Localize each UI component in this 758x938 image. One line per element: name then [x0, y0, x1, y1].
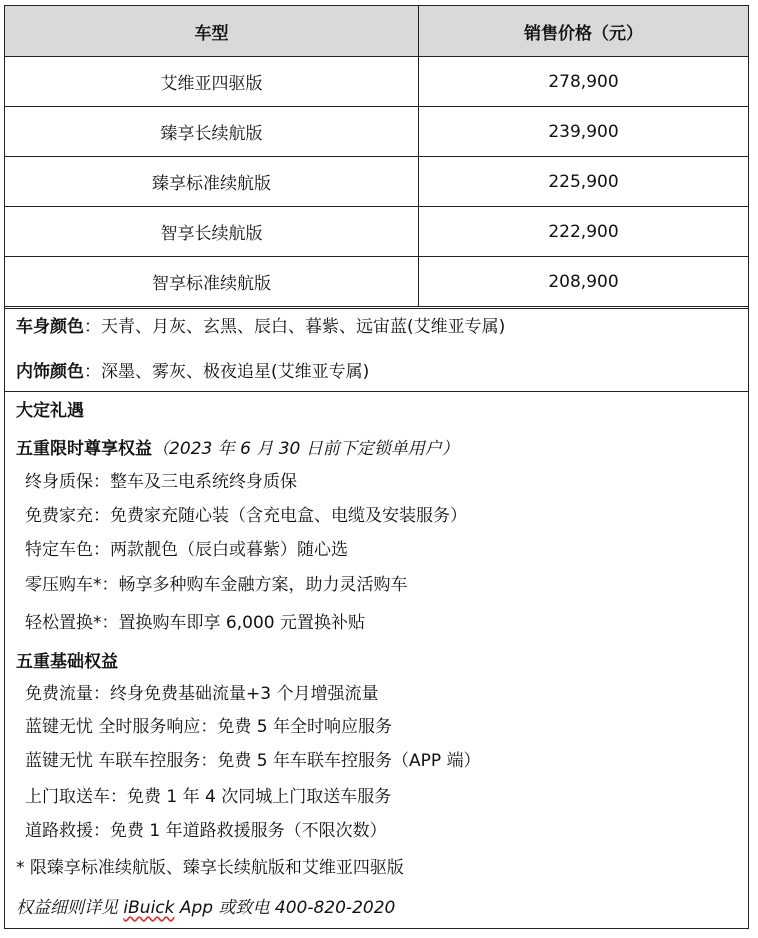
group1-item: 零压购车*：畅享多种购车金融方案，助力灵活购车: [25, 575, 408, 595]
footnote: * 限臻享标准续航版、臻享长续航版和艾维亚四驱版: [16, 858, 404, 878]
group1-title: 五重限时尊享权益: [16, 439, 152, 459]
group1-item: 终身质保：整车及三电系统终身质保: [25, 472, 297, 492]
group2-item: 免费流量：终身免费基础流量+3 个月增强流量: [25, 684, 379, 704]
group2-title: 五重基础权益: [16, 652, 118, 672]
contact-app-name: iBuick: [123, 898, 175, 918]
interior-color-line: [16, 361, 369, 383]
benefits-title: 大定礼遇: [16, 401, 84, 421]
contact-suffix: App 或致电 400-820-2020: [174, 898, 396, 918]
interior-color-label: 内饰颜色: [16, 362, 84, 382]
group1-item: 轻松置换*：置换购车即享 6,000 元置换补贴: [25, 613, 365, 633]
table-row: [5, 207, 749, 257]
price-cell: 225,900: [419, 157, 749, 207]
price-cell: 208,900: [419, 257, 749, 307]
contact-line: [16, 897, 395, 919]
exterior-color-label: 车身颜色: [16, 317, 84, 337]
price-table-header-row: [5, 6, 749, 57]
table-row: [5, 57, 749, 107]
model-cell: 臻享长续航版: [5, 107, 419, 157]
model-cell: 智享长续航版: [5, 207, 419, 257]
table-row: [5, 257, 749, 307]
group1-item: 免费家充：免费家充随心装（含充电盒、电缆及安装服务）: [25, 506, 467, 526]
header-price: 销售价格（元）: [419, 6, 749, 57]
group2-item: 蓝键无忧 全时服务响应：免费 5 年全时响应服务: [25, 717, 393, 737]
price-cell: 239,900: [419, 107, 749, 157]
group2-item: 蓝键无忧 车联车控服务：免费 5 年车联车控服务（APP 端）: [25, 751, 481, 771]
group1-item: 特定车色：两款靓色（辰白或暮紫）随心选: [25, 540, 348, 560]
model-cell: 臻享标准续航版: [5, 157, 419, 207]
table-row: [5, 107, 749, 157]
exterior-color-line: [16, 316, 505, 338]
group2-item: 道路救援：免费 1 年道路救援服务（不限次数）: [25, 821, 387, 841]
price-cell: 278,900: [419, 57, 749, 107]
group2-item: 上门取送车：免费 1 年 4 次同城上门取送车服务: [25, 787, 392, 807]
group1-heading: [16, 438, 459, 460]
group1-note: （2023 年 6 月 30 日前下定锁单用户）: [152, 439, 459, 459]
price-cell: 222,900: [419, 207, 749, 257]
header-model: 车型: [5, 6, 419, 57]
price-table: [4, 5, 749, 307]
interior-color-value: ：深墨、雾灰、极夜追星(艾维亚专属): [84, 362, 370, 382]
model-cell: 智享标准续航版: [5, 257, 419, 307]
table-row: [5, 157, 749, 207]
exterior-color-value: ：天青、月灰、玄黑、辰白、暮紫、远宙蓝(艾维亚专属): [84, 317, 506, 337]
contact-prefix: 权益细则详见: [16, 898, 124, 918]
model-cell: 艾维亚四驱版: [5, 57, 419, 107]
